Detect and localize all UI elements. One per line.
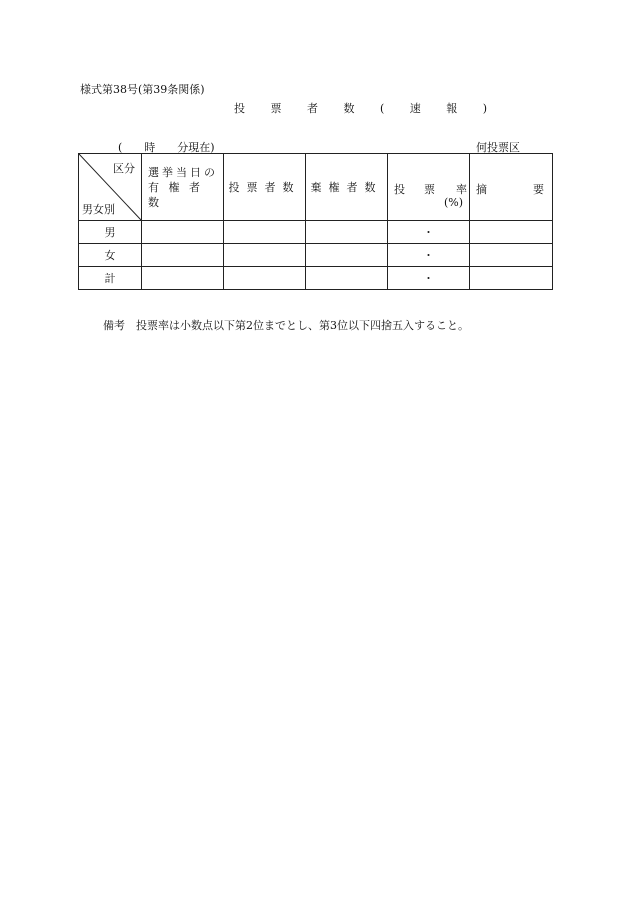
turnout-rate-label	[394, 181, 467, 197]
remarks-note: 備考 投票率は小数点以下第2位までとし、第3位以下四捨五入すること。	[103, 319, 469, 332]
header-turnout-rate	[388, 154, 470, 221]
cell-ballots-female[interactable]	[224, 244, 306, 267]
cell-eligible-total[interactable]	[142, 267, 224, 290]
cell-abstain-total[interactable]	[306, 267, 388, 290]
header-eligible-voters	[142, 154, 224, 221]
cell-summary-female[interactable]	[470, 244, 553, 267]
cell-eligible-female[interactable]	[142, 244, 224, 267]
header-ballots-cast: 投票者数	[224, 154, 306, 221]
table-row-total	[79, 267, 553, 290]
header-eligible-voters-line1: 選挙当日の	[148, 165, 218, 179]
cell-abstain-female[interactable]	[306, 244, 388, 267]
table-header-row	[79, 154, 553, 221]
cell-ballots-male[interactable]	[224, 221, 306, 244]
turnout-rate-unit: (%)	[443, 196, 463, 209]
header-eligible-voters-line2: 有 権 者 数	[148, 180, 203, 209]
turnout-rate-char-2: 票	[424, 183, 435, 196]
gender-label: 男女別	[82, 203, 115, 216]
form-number: 様式第38号(第39条関係)	[80, 83, 205, 96]
voter-count-table	[78, 153, 553, 290]
cell-ballots-total[interactable]	[224, 267, 306, 290]
header-abstentions: 棄権者数	[306, 154, 388, 221]
row-label-female: 女	[79, 244, 142, 267]
table-row-female	[79, 244, 553, 267]
summary-char-2: 要	[533, 183, 544, 196]
cell-abstain-male[interactable]	[306, 221, 388, 244]
table-row-male	[79, 221, 553, 244]
turnout-rate-char-1: 投	[394, 183, 405, 196]
cell-rate-female[interactable]: ・	[388, 244, 470, 267]
page-title: 投 票 者 数 ( 速 報 )	[234, 102, 499, 115]
header-summary	[470, 154, 553, 221]
cell-summary-male[interactable]	[470, 221, 553, 244]
diagonal-header-cell	[79, 154, 142, 221]
row-label-male: 男	[79, 221, 142, 244]
turnout-rate-char-3: 率	[456, 183, 467, 196]
district-label: 何投票区	[476, 141, 520, 154]
cell-rate-total[interactable]: ・	[388, 267, 470, 290]
row-label-total: 計	[79, 267, 142, 290]
category-label: 区分	[113, 162, 135, 175]
summary-char-1: 摘	[476, 183, 487, 196]
cell-summary-total[interactable]	[470, 267, 553, 290]
cell-rate-male[interactable]: ・	[388, 221, 470, 244]
time-field: ( 時 分現在)	[118, 141, 215, 154]
cell-eligible-male[interactable]	[142, 221, 224, 244]
